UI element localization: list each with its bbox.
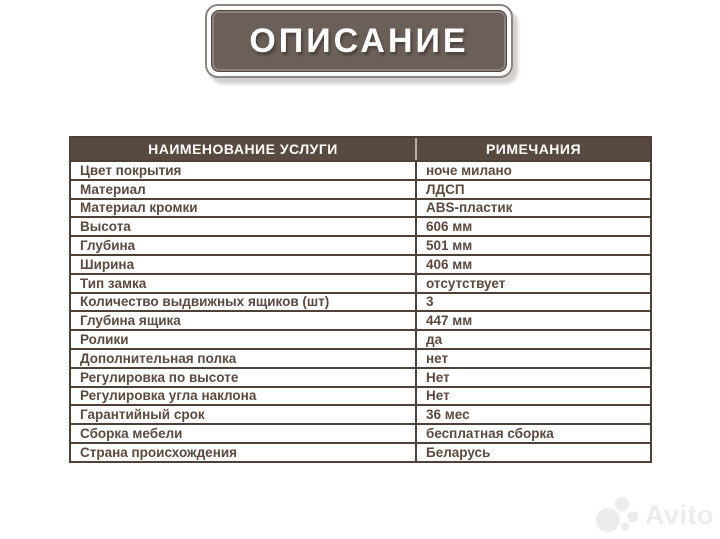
spec-value-cell: ЛДСП [426, 181, 465, 197]
table-row [71, 237, 650, 256]
avito-watermark [595, 497, 714, 533]
spec-value-cell: да [426, 332, 443, 348]
header-name-column: НАИМЕНОВАНИЕ УСЛУГИ [71, 138, 417, 160]
spec-value-cell: нет [426, 350, 449, 366]
table-row [71, 218, 650, 237]
spec-value-cell: 3 [426, 294, 434, 310]
spec-name-cell: Количество выдвижных ящиков (шт) [71, 294, 417, 311]
spec-name-cell: Гарантийный срок [71, 406, 417, 423]
spec-name-cell: Материал [71, 181, 417, 198]
avito-watermark-label: Avito [645, 499, 714, 530]
table-row [71, 181, 650, 200]
spec-name-cell: Глубина ящика [71, 312, 417, 329]
spec-name-cell: Материал кромки [71, 200, 417, 217]
description-banner-panel [211, 10, 507, 72]
spec-value-cell: 606 мм [426, 219, 473, 235]
description-banner [205, 4, 513, 78]
avito-logo-icon [595, 497, 641, 533]
table-row [71, 406, 650, 425]
page-title: ОПИСАНИЕ [249, 21, 469, 60]
table-row [71, 162, 650, 181]
spec-value-cell: 36 мес [426, 407, 470, 423]
header-value-column: РИМЕЧАНИЯ [485, 141, 582, 157]
table-row [71, 388, 650, 407]
spec-value-cell: 501 мм [426, 238, 473, 254]
spec-name-cell: Дополнительная полка [71, 350, 417, 367]
table-row [71, 200, 650, 219]
table-row [71, 444, 650, 461]
table-row [71, 331, 650, 350]
spec-name-cell: Сборка мебели [71, 425, 417, 442]
spec-value-cell: бесплатная сборка [426, 426, 554, 442]
spec-value-cell: 406 мм [426, 256, 473, 272]
spec-name-cell: Глубина [71, 237, 417, 254]
table-row [71, 312, 650, 331]
spec-value-cell: Нет [426, 388, 450, 404]
spec-value-cell: Нет [426, 369, 450, 385]
spec-name-cell: Регулировка угла наклона [71, 388, 417, 405]
spec-table-header [71, 138, 650, 162]
spec-name-cell: Страна происхождения [71, 444, 417, 461]
table-row [71, 256, 650, 275]
table-row [71, 350, 650, 369]
table-row [71, 294, 650, 313]
spec-value-cell: отсутствует [426, 275, 506, 291]
table-row [71, 275, 650, 294]
table-row [71, 369, 650, 388]
spec-name-cell: Высота [71, 218, 417, 235]
spec-value-cell: ноче милано [426, 162, 512, 178]
spec-table [69, 136, 652, 463]
table-row [71, 425, 650, 444]
spec-value-cell: 447 мм [426, 313, 473, 329]
spec-name-cell: Ширина [71, 256, 417, 273]
spec-name-cell: Ролики [71, 331, 417, 348]
spec-value-cell: Беларусь [426, 444, 491, 460]
spec-value-cell: ABS-пластик [426, 200, 513, 216]
spec-name-cell: Тип замка [71, 275, 417, 292]
spec-name-cell: Регулировка по высоте [71, 369, 417, 386]
spec-name-cell: Цвет покрытия [71, 162, 417, 179]
